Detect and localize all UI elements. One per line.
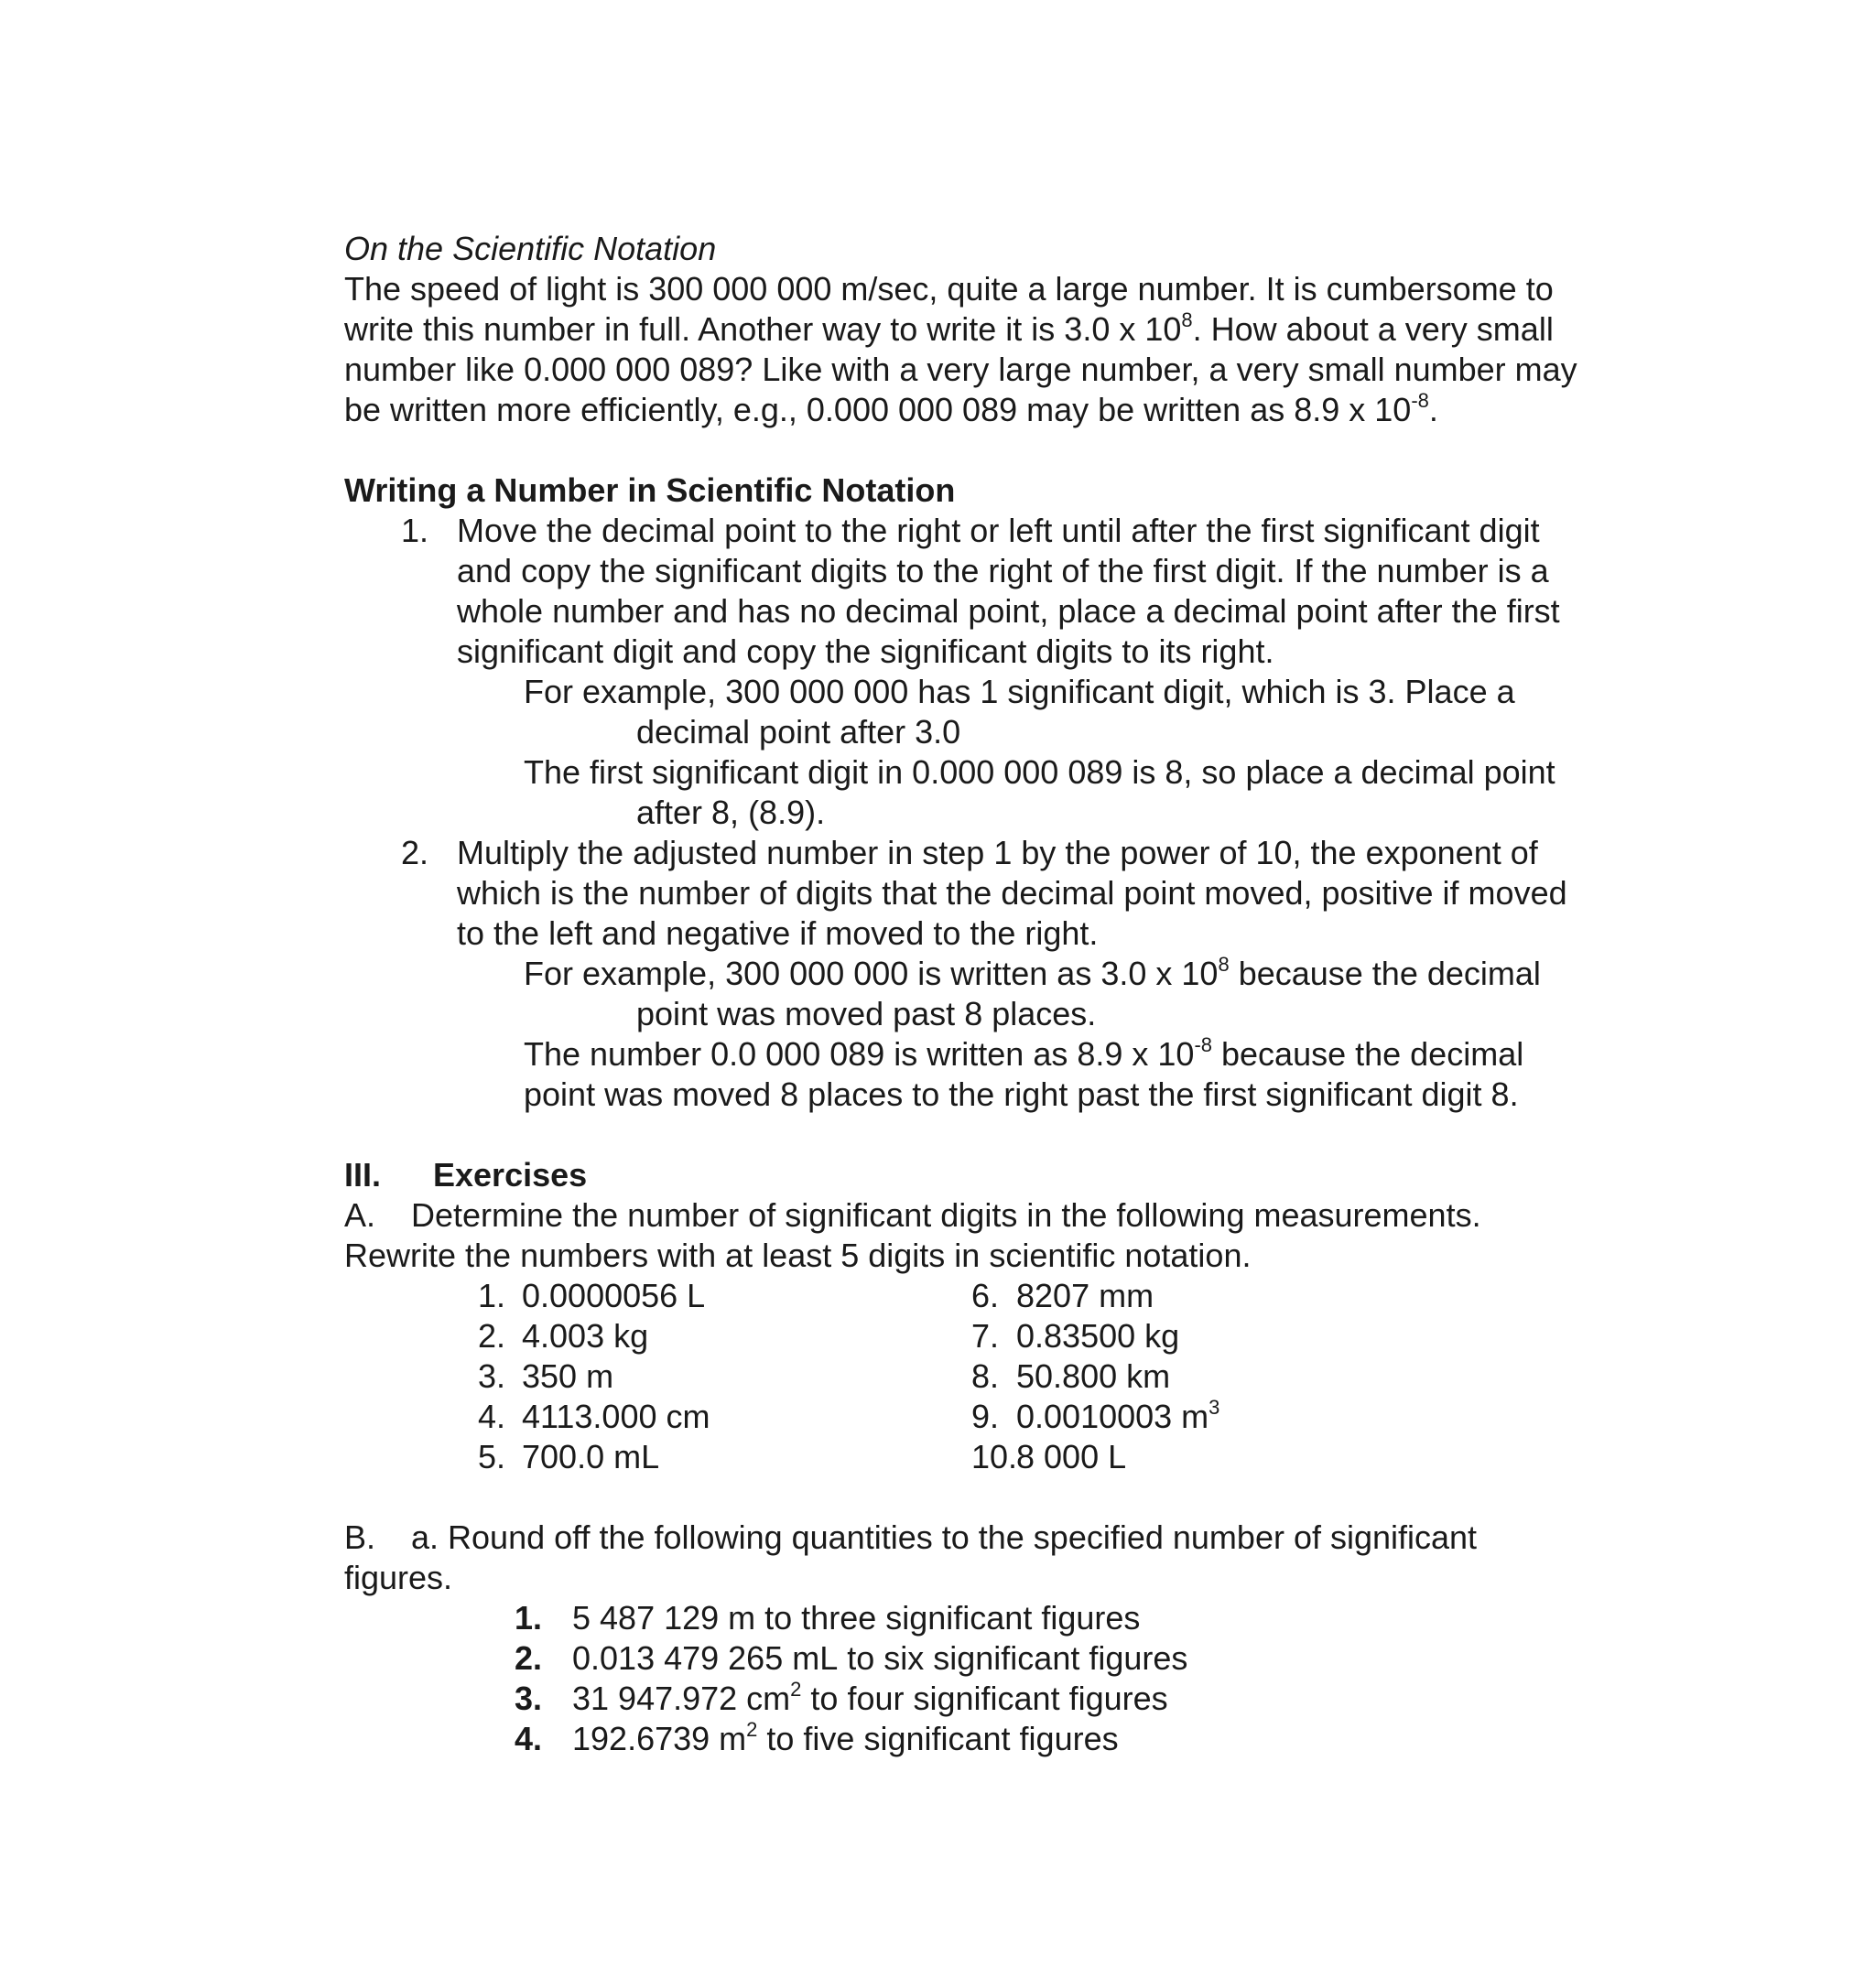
example-line: The first significant digit in 0.000 000 089 is 8, so place a decimal point [524,753,1555,791]
example-line: The number 0.0 000 089 is written as 8.9 x $10^{-8}$ because the decimal [524,1033,1524,1073]
list-item: 50.800 km [1016,1357,1171,1395]
list-number: 10. [971,1438,1018,1475]
paragraph-line: be written more efficiently, e.g., 0.000 000 089 may be written as 8.9 x $10^{-8}$. [344,389,1438,428]
exercise-instruction: figures. [344,1559,453,1596]
list-number: 2. [401,834,429,871]
list-number: 6. [971,1277,1000,1314]
list-number: 9. [971,1398,1000,1435]
list-item: 700.0 mL [522,1438,660,1475]
list-item: 192.6739 $m^2$ to five significant figures [572,1718,1119,1757]
list-item: 0.83500 kg [1016,1317,1180,1355]
list-item: 0.013 479 265 mL to six significant figures [572,1639,1188,1677]
list-item-line: which is the number of digits that the decimal point moved, positive if moved [457,874,1567,912]
example-line: after 8, (8.9). [636,794,826,831]
list-item-line: whole number and has no decimal point, place a decimal point after the first [457,592,1560,630]
exercise-instruction: Rewrite the numbers with at least 5 digits in scientific notation. [344,1237,1252,1274]
example-line: For example, 300 000 000 is written as 3.0 x $10^8$ because the decimal [524,953,1541,992]
example-line: decimal point after 3.0 [636,713,961,751]
list-number: 2. [515,1639,543,1677]
list-number: 2. [478,1317,506,1355]
list-item-line: and copy the significant digits to the right of the first digit. If the number is a [457,552,1549,589]
list-item: 8 000 L [1016,1438,1127,1475]
section-number: III. [344,1156,382,1194]
list-number: 1. [478,1277,506,1314]
example-line: point was moved 8 places to the right past the first significant digit 8. [524,1075,1519,1113]
list-number: 4. [478,1398,506,1435]
list-item-line: Move the decimal point to the right or left until after the first significant digit [457,512,1540,549]
list-item-line: to the left and negative if moved to the right. [457,914,1099,952]
list-number: 3. [515,1680,543,1717]
list-number: 7. [971,1317,1000,1355]
section-heading-scientific-notation: On the Scientific Notation [344,230,717,267]
list-number: 5. [478,1438,506,1475]
paragraph-line: number like 0.000 000 089? Like with a very large number, a very small number may [344,351,1577,388]
list-number: 4. [515,1720,543,1757]
list-item: 8207 mm [1016,1277,1154,1314]
list-item: 4113.000 cm [522,1398,710,1435]
example-line: point was moved past 8 places. [636,995,1097,1032]
list-item: 350 m [522,1357,614,1395]
exercise-instruction: a. Round off the following quantities to the specified number of significant [411,1518,1478,1556]
list-item: 4.003 kg [522,1317,649,1355]
exercise-label-b: B. [344,1518,376,1556]
exercise-instruction: Determine the number of significant digits in the following measurements. [411,1196,1481,1234]
list-number: 8. [971,1357,1000,1395]
list-number: 1. [401,512,429,549]
list-item: 0.0000056 L [522,1277,706,1314]
section-heading-exercises: Exercises [433,1156,588,1194]
paragraph-line: The speed of light is 300 000 000 m/sec, quite a large number. It is cumbersome to [344,270,1554,308]
paragraph-line: write this number in full. Another way to write it is 3.0 x $10^8$. How about a very small [344,308,1554,348]
list-item-line: Multiply the adjusted number in step 1 by the power of 10, the exponent of [457,834,1538,871]
list-number: 1. [515,1599,543,1637]
section-heading-writing-number: Writing a Number in Scientific Notation [344,471,956,509]
list-item-line: significant digit and copy the significant digits to its right. [457,632,1274,670]
exercise-label-a: A. [344,1196,376,1234]
example-line: For example, 300 000 000 has 1 significant digit, which is 3. Place a [524,673,1515,710]
list-item: 31 947.972 $cm^2$ to four significant figures [572,1678,1168,1717]
list-item: 5 487 129 m to three significant figures [572,1599,1141,1637]
list-number: 3. [478,1357,506,1395]
list-item: 0.0010003 $m^3$ [1016,1396,1220,1435]
